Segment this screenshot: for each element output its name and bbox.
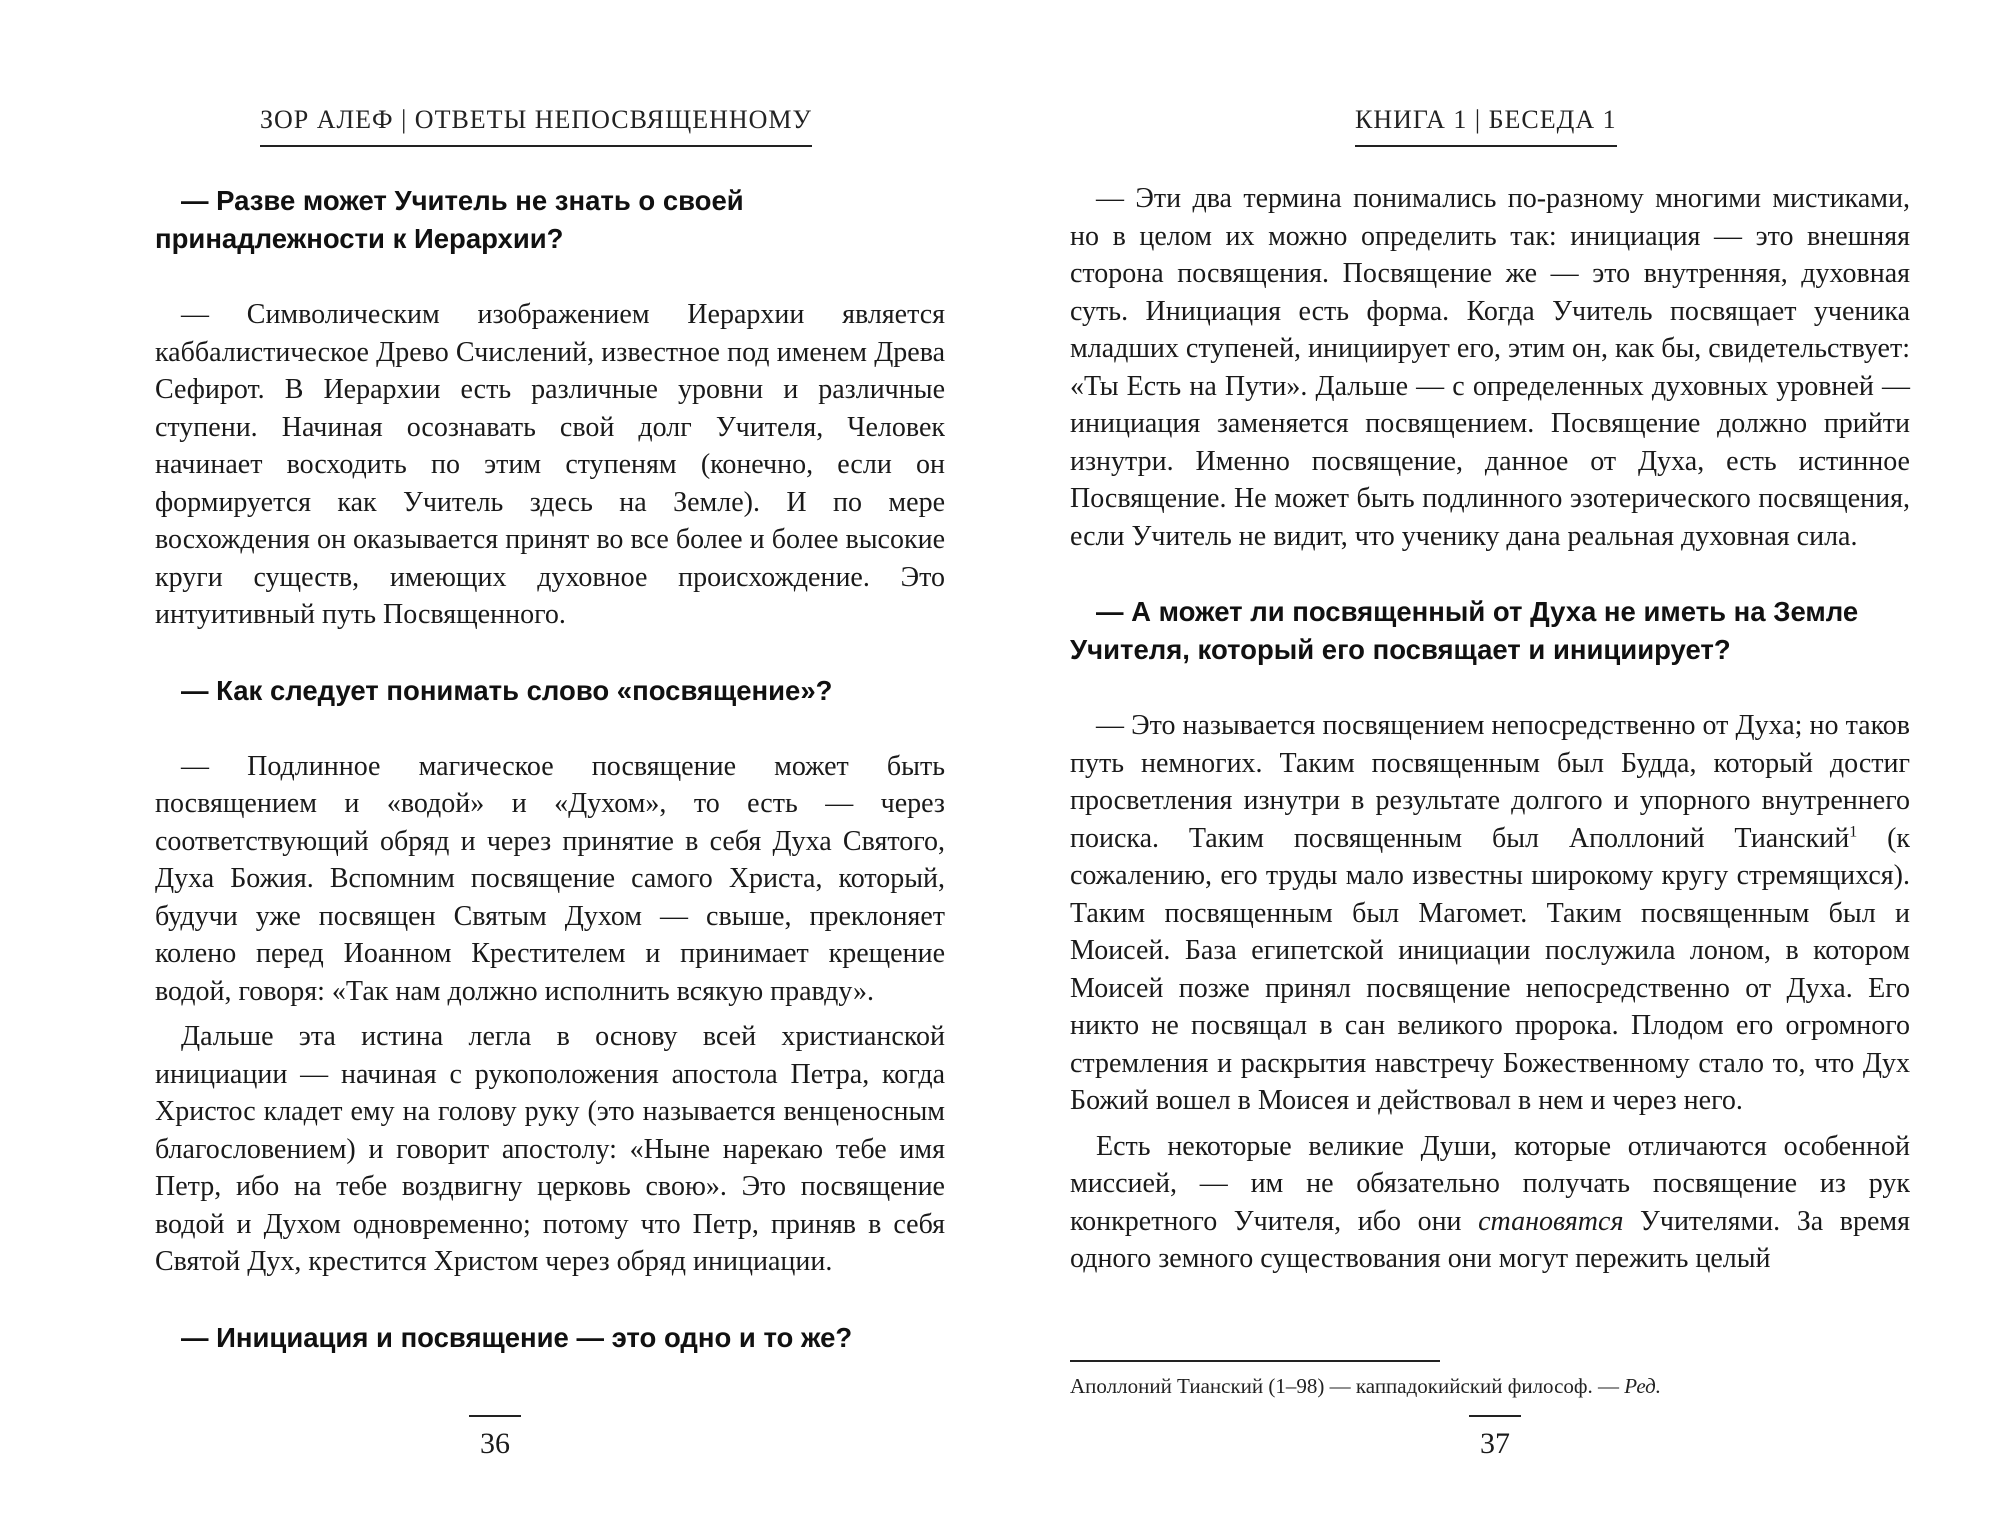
answer-4-italic-word: становятся [1478,1205,1624,1237]
running-head-left: ЗОР АЛЕФ | ОТВЕТЫ НЕПОСВЯЩЕННОМУ [260,105,812,147]
answer-2-paragraph-1: — Подлинное магическое посвящение может быть посвящением и «водой» и «Духом», то есть — через соответствующий обряд и через принятие в себя Духа Святого, Духа Божия. Вспомним посвящение самого Христа, который, будучи уже посвящен Святым Духом — свыше, преклоняет колено перед Иоанном Крестителем и принимает крещение водой, говоря: «Так нам должно исполнить всякую правду». [155,750,945,1007]
left-page-body [155,182,945,1395]
answer-2-paragraph-2: Дальше эта истина легла в основу всей христианской инициации — начиная с рукоположения апостола Петра, когда Христос кладет ему на голову руку (это называется венценосным благословением) и говорит апостолу: «Ныне нарекаю тебе имя Петр, ибо на тебе воздвигну церковь свою». Это посвящение водой и Духом одновременно; потому что Петр, приняв в себя Святой Дух, крестится Христом через обряд инициации. [155,1021,945,1277]
footnote [1070,1374,1661,1399]
left-page [155,0,945,1529]
page-number-left: 36 [460,1415,530,1461]
answer-4-text-d: Учителями. За время одного земного существования они могут пережить целый [1070,1205,1911,1274]
footnote-editor: Ред. [1624,1374,1662,1398]
footnote-text: Аполлоний Тианский (1–98) — каппадокийский философ. — [1070,1374,1625,1398]
answer-4-paragraph-2 [1070,1128,1910,1278]
footnote-marker: 1 [1849,823,1858,841]
answer-4-paragraph-1 [1070,707,1910,1120]
right-page-body [1070,180,1910,1316]
footnote-rule [1070,1360,1440,1362]
right-page [1070,0,1910,1529]
answer-3: — Эти два термина понимались по-разному многими мистиками, но в целом их можно определить так: инициация — это внешняя сторона посвящения. Посвящение же — это внутренняя, духовная суть. Инициация есть форма. Когда Учитель посвящает ученика младших ступеней, инициирует его, этим он, как бы, свидетельствует: «Ты Есть на Пути». Дальше — с определенных духовных уровней — инициация заменяется посвящением. Посвящение должно прийти изнутри. Именно посвящение, данное от Духа, есть истинное Посвящение. Не может быть подлинного эзотерического посвящения, если Учитель не видит, что ученику дана реальная духовная сила. [1070,183,1910,552]
question-4: — А может ли посвященный от Духа не иметь на Земле Учителя, который его посвящает и инициирует? [1070,596,1859,665]
answer-4-text-a: — Это называется посвящением непосредственно от Духа; но таков путь немногих. Таким посвященным был Будда, который достиг просветления изнутри в результате долгого и упорного внутреннего поиска. Таким посвященным был Аполлоний Тианский [1070,710,1910,854]
question-3: — Инициация и посвящение — это одно и то же? [181,1321,853,1353]
running-head-right: КНИГА 1 | БЕСЕДА 1 [1355,105,1617,147]
question-2: — Как следует понимать слово «посвящение»? [181,674,833,706]
answer-4-text-b: (к сожалению, его труды мало известны широкому кругу стремящихся). Таким посвященным был Магомет. Таким посвященным был и Моисей. База египетской инициации послужила лоном, в котором Моисей позже принял посвящение непосредственно от Духа. Его никто не посвящал в сан великого пророка. Плодом его огромного стремления и раскрытия навстречу Божественному стало то, что Дух Божий вошел в Моисея и действовал в нем и через него. [1070,822,1910,1116]
page-number-right: 37 [1460,1415,1530,1461]
answer-4-text-c: Есть некоторые великие Души, которые отличаются особенной миссией, — им не обязательно получать посвящение из рук конкретного Учителя, ибо они [1070,1130,1910,1237]
question-1: — Разве может Учитель не знать о своей принадлежности к Иерархии? [155,185,744,254]
answer-1: — Символическим изображением Иерархии является каббалистическое Древо Счислений, известное под именем Древа Сефирот. В Иерархии есть различные уровни и различные ступени. Начиная осознавать свой долг Учителя, Человек начинает восходить по этим ступеням (конечно, если он формируется как Учитель здесь на Земле). И по мере восхождения он оказывается принят во все более и более высокие круги существ, имеющих духовное происхождение. Это интуитивный путь Посвященного. [155,299,945,630]
